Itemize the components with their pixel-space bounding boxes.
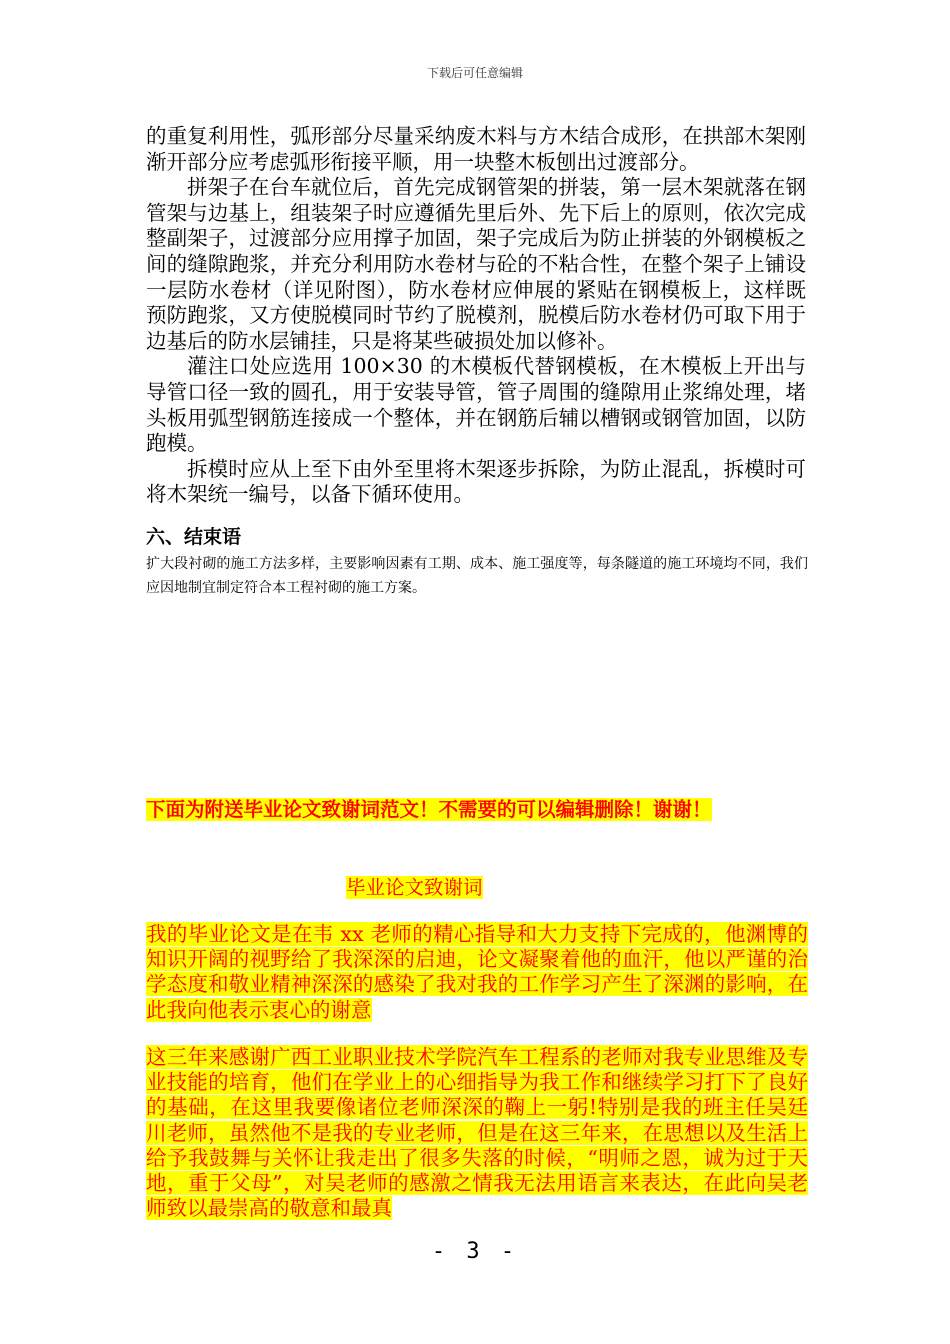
appendix-notice-text: 下面为附送毕业论文致谢词范文！不需要的可以编辑删除！谢谢！ <box>146 798 712 821</box>
acknowledgement-paragraph-1 <box>146 922 808 1023</box>
acknowledgement-title <box>346 872 483 900</box>
page-number: - 3 - <box>431 1239 519 1264</box>
section-heading: 六、结束语 <box>146 526 242 548</box>
paragraph-1: 的重复利用性，弧形部分尽量采纳废木料与方木结合成形，在拱部木架刚渐开部分应考虑弧形衔接平顺，用一块整木板刨出过渡部分。 <box>146 124 806 174</box>
paragraph-4: 拆模时应从上至下由外至里将木架逐步拆除，为防止混乱，拆模时可将木架统一编号，以备下循环使用。 <box>146 456 806 507</box>
page-header: 下载后可任意编辑 <box>426 66 523 80</box>
acknowledgement-paragraph-2 <box>146 1045 808 1221</box>
acknowledgement-paragraph-1-text: 我的毕业论文是在韦 xx 老师的精心指导和大力支持下完成的，他渊博的知识开阔的视野给了我深深的启迪，论文凝聚着他的血汗，他以严谨的治学态度和敬业精神深深的感染了我对我的工作学习产生了深渊的影响，在此我向他表示衷心的谢意 <box>146 922 808 1022</box>
paragraph-3: 灌注口处应选用 100×30 的木模板代替钢模板，在木模板上开出与导管口径一致的圆孔，用于安装导管，管子周围的缝隙用止浆绵处理，堵头板用弧型钢筋连接成一个整体，并在钢筋后辅以槽钢或钢管加固，以防跑模。 <box>146 354 806 456</box>
body-text <box>146 124 806 508</box>
acknowledgement-paragraph-2-text: 这三年来感谢广西工业职业技术学院汽车工程系的老师对我专业思维及专业技能的培育，他们在学业上的心细指导为我工作和继续学习打下了良好的基础，在这里我要像诸位老师深深的鞠上一躬!特别是我的班主任吴廷川老师，虽然他不是我的专业老师，但是在这三年来，在思想以及生活上给予我鼓舞与关怀让我走出了很多失落的时候，“明师之恩，诚为过于天地，重于父母”，对吴老师的感激之情我无法用语言来表达，在此向吴老师致以最崇高的敬意和最真 <box>146 1045 808 1221</box>
conclusion-paragraph: 扩大段衬砌的施工方法多样，主要影响因素有工期、成本、施工强度等，每条隧道的施工环境均不同，我们应因地制宜制定符合本工程衬砌的施工方案。 <box>146 556 808 596</box>
acknowledgement-title-text: 毕业论文致谢词 <box>346 876 483 899</box>
paragraph-2: 拼架子在台车就位后，首先完成钢管架的拼装，第一层木架就落在钢管架与边基上，组装架子时应遵循先里后外、先下后上的原则，依次完成整副架子，过渡部分应用撑子加固，架子完成后为防止拼装的外钢模板之间的缝隙跑浆，并充分利用防水卷材与砼的不粘合性，在整个架子上铺设一层防水卷材（详见附图），防水卷材应伸展的紧贴在钢模板上，这样既预防跑浆，又方使脱模同时节约了脱模剂，脱模后防水卷材仍可取下用于边基后的防水层铺挂，只是将某些破损处加以修补。 <box>146 175 806 353</box>
appendix-notice <box>146 794 712 822</box>
